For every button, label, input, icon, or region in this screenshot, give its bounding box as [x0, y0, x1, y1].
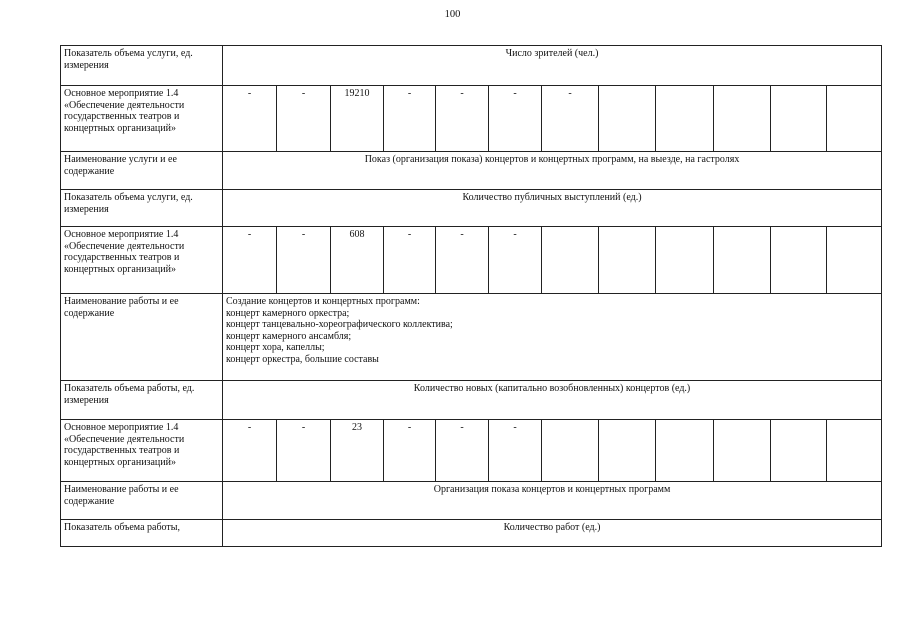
value-cell	[656, 227, 714, 294]
value-cell	[771, 86, 827, 152]
row-label: Наименование услуги и ее содержание	[61, 152, 223, 190]
table-row	[61, 190, 882, 227]
content-cell: Количество работ (ед.)	[223, 520, 882, 547]
row-label: Наименование работы и ее содержание	[61, 482, 223, 520]
table-row	[61, 520, 882, 547]
value-cell	[827, 227, 882, 294]
value-cell	[714, 86, 771, 152]
value-cell: -	[277, 86, 331, 152]
content-cell: Показ (организация показа) концертов и концертных программ, на выезде, на гастролях	[223, 152, 882, 190]
row-label: Основное мероприятие 1.4 «Обеспечение деятельности государственных театров и концертных организаций»	[61, 420, 223, 482]
content-cell: Организация показа концертов и концертных программ	[223, 482, 882, 520]
content-cell: Количество новых (капитально возобновленных) концертов (ед.)	[223, 381, 882, 420]
value-cell: -	[436, 86, 489, 152]
value-cell: -	[436, 227, 489, 294]
content-line: концерт камерного оркестра;	[226, 307, 350, 319]
value-cell: -	[223, 227, 277, 294]
table-row	[61, 381, 882, 420]
value-cell	[714, 227, 771, 294]
table-row	[61, 46, 882, 86]
page-number: 100	[444, 9, 461, 20]
value-cell	[542, 420, 599, 482]
value-cell: 19210	[331, 86, 384, 152]
value-cell: -	[384, 227, 436, 294]
content-line: концерт хора, капеллы;	[226, 342, 325, 353]
row-label: Показатель объема работы,	[61, 520, 223, 547]
table-row	[61, 227, 882, 294]
table-row	[61, 482, 882, 520]
row-label: Показатель объема услуги, ед. измерения	[61, 46, 223, 86]
content-line: концерт оркестра, большие составы	[226, 353, 379, 365]
row-label: Показатель объема работы, ед. измерения	[61, 381, 223, 420]
value-cell: -	[436, 420, 489, 482]
value-cell: -	[384, 86, 436, 152]
value-cell: -	[542, 86, 599, 152]
table-row	[61, 420, 882, 482]
value-cell	[656, 86, 714, 152]
value-cell	[656, 420, 714, 482]
value-cell	[599, 86, 656, 152]
value-cell: -	[223, 420, 277, 482]
value-cell	[599, 420, 656, 482]
value-cell	[714, 420, 771, 482]
value-cell: -	[489, 227, 542, 294]
content-line: концерт танцевально-хореографического коллектива;	[226, 319, 453, 330]
value-cell	[827, 420, 882, 482]
content-cell	[223, 294, 882, 381]
indicators-table	[60, 45, 882, 547]
value-cell: 608	[331, 227, 384, 294]
row-label: Наименование работы и ее содержание	[61, 294, 223, 381]
value-cell: -	[277, 227, 331, 294]
value-cell	[599, 227, 656, 294]
value-cell	[771, 227, 827, 294]
value-cell: -	[489, 420, 542, 482]
value-cell: -	[223, 86, 277, 152]
row-label: Основное мероприятие 1.4 «Обеспечение деятельности государственных театров и концертных организаций»	[61, 227, 223, 294]
value-cell: -	[489, 86, 542, 152]
value-cell	[542, 227, 599, 294]
value-cell	[827, 86, 882, 152]
row-label: Основное мероприятие 1.4 «Обеспечение деятельности государственных театров и концертных организаций»	[61, 86, 223, 152]
value-cell: -	[384, 420, 436, 482]
value-cell: 23	[331, 420, 384, 482]
table-row	[61, 294, 882, 381]
content-line: Создание концертов и концертных программ:	[226, 296, 420, 307]
value-cell	[771, 420, 827, 482]
table-row	[61, 152, 882, 190]
content-cell: Количество публичных выступлений (ед.)	[223, 190, 882, 227]
content-line: концерт камерного ансамбля;	[226, 330, 352, 342]
value-cell: -	[277, 420, 331, 482]
table-row	[61, 86, 882, 152]
content-cell: Число зрителей (чел.)	[223, 46, 882, 86]
row-label: Показатель объема услуги, ед. измерения	[61, 190, 223, 227]
